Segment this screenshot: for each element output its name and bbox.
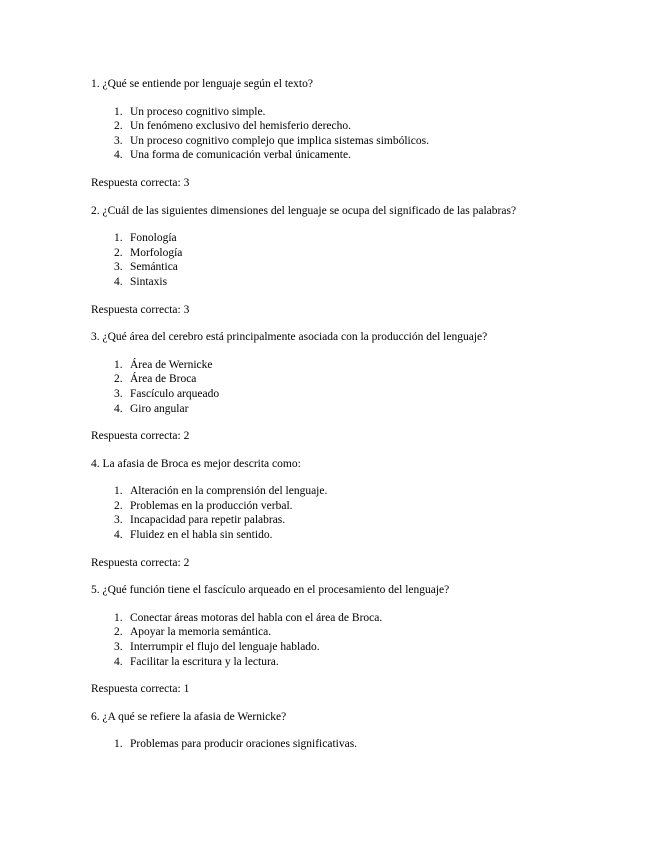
question-block <box>91 204 531 318</box>
option-item: 3. Un proceso cognitivo complejo que implica sistemas simbólicos. <box>114 134 429 147</box>
option-item: 2. Problemas en la producción verbal. <box>114 499 293 512</box>
question-text: 1. ¿Qué se entiende por lenguaje según el texto? <box>91 78 313 90</box>
option-text: Fascículo arqueado <box>130 387 220 400</box>
correct-answer: Respuesta correcta: 2 <box>91 430 190 443</box>
option-item: 1. Área de Wernicke <box>114 358 213 371</box>
option-list <box>91 231 531 289</box>
option-item: 4. Giro angular <box>114 402 189 415</box>
option-text: Un proceso cognitivo complejo que implica sistemas simbólicos. <box>130 134 429 147</box>
option-list <box>91 105 531 163</box>
option-item: 3. Semántica <box>114 261 178 274</box>
option-text: Problemas en la producción verbal. <box>130 499 293 512</box>
question-text: 2. ¿Cuál de las siguientes dimensiones del lenguaje se ocupa del significado de las palabras? <box>91 204 517 217</box>
option-text: Incapacidad para repetir palabras. <box>130 514 286 527</box>
option-text: Sintaxis <box>130 275 168 288</box>
question-text: 6. ¿A qué se refiere la afasia de Wernicke? <box>91 710 287 723</box>
option-list <box>91 358 531 416</box>
question-text: 4. La afasia de Broca es mejor descrita como: <box>91 457 301 470</box>
correct-answer: Respuesta correcta: 3 <box>91 303 190 316</box>
option-item: 1. Alteración en la comprensión del lenguaje. <box>114 485 328 498</box>
option-text: Una forma de comunicación verbal únicamente. <box>130 149 351 162</box>
option-text: Conectar áreas motoras del habla con el área de Broca. <box>130 611 383 624</box>
option-item: 2. Morfología <box>114 246 183 259</box>
option-item: 1. Conectar áreas motoras del habla con el área de Broca. <box>114 611 383 624</box>
option-text: Fonología <box>130 232 177 245</box>
option-item: 1. Un proceso cognitivo simple. <box>114 105 266 118</box>
option-list <box>91 737 531 752</box>
option-text: Alteración en la comprensión del lenguaje. <box>130 485 328 498</box>
option-text: Área de Broca <box>130 373 197 386</box>
option-item: 4. Facilitar la escritura y la lectura. <box>114 655 279 668</box>
option-text: Problemas para producir oraciones significativas. <box>130 738 358 751</box>
option-text: Semántica <box>130 261 178 274</box>
quiz-content <box>91 77 531 765</box>
question-block <box>91 457 531 571</box>
option-item: 3. Interrumpir el flujo del lenguaje hablado. <box>114 641 320 654</box>
option-text: Morfología <box>130 246 183 259</box>
option-text: Fluidez en el habla sin sentido. <box>130 529 273 542</box>
option-item: 2. Un fenómeno exclusivo del hemisferio derecho. <box>114 120 351 133</box>
correct-answer: Respuesta correcta: 2 <box>91 556 190 569</box>
question-text: 3. ¿Qué área del cerebro está principalmente asociada con la producción del lenguaje? <box>91 331 488 344</box>
option-list <box>91 484 531 542</box>
option-text: Giro angular <box>130 402 189 415</box>
option-item: 4. Sintaxis <box>114 275 168 288</box>
question-block <box>91 583 531 697</box>
correct-answer: Respuesta correcta: 3 <box>91 176 190 189</box>
option-item: 3. Incapacidad para repetir palabras. <box>114 514 286 527</box>
option-text: Un proceso cognitivo simple. <box>130 105 266 118</box>
question-block <box>91 710 531 752</box>
question-text: 5. ¿Qué función tiene el fascículo arqueado en el procesamiento del lenguaje? <box>91 584 450 597</box>
question-block <box>91 330 531 444</box>
option-item: 4. Una forma de comunicación verbal únicamente. <box>114 149 351 162</box>
option-text: Área de Wernicke <box>130 358 213 371</box>
option-item: 1. Problemas para producir oraciones significativas. <box>114 738 358 751</box>
option-item: 1. Fonología <box>114 232 177 245</box>
correct-answer: Respuesta correcta: 1 <box>91 683 190 696</box>
option-text: Apoyar la memoria semántica. <box>130 626 272 639</box>
question-block <box>91 77 531 191</box>
option-text: Facilitar la escritura y la lectura. <box>130 655 279 668</box>
option-text: Interrumpir el flujo del lenguaje hablado. <box>130 641 320 654</box>
option-item: 3. Fascículo arqueado <box>114 387 220 400</box>
option-item: 4. Fluidez en el habla sin sentido. <box>114 529 273 542</box>
option-text: Un fenómeno exclusivo del hemisferio derecho. <box>130 120 351 133</box>
option-item: 2. Área de Broca <box>114 373 197 386</box>
option-list <box>91 611 531 669</box>
option-item: 2. Apoyar la memoria semántica. <box>114 626 272 639</box>
